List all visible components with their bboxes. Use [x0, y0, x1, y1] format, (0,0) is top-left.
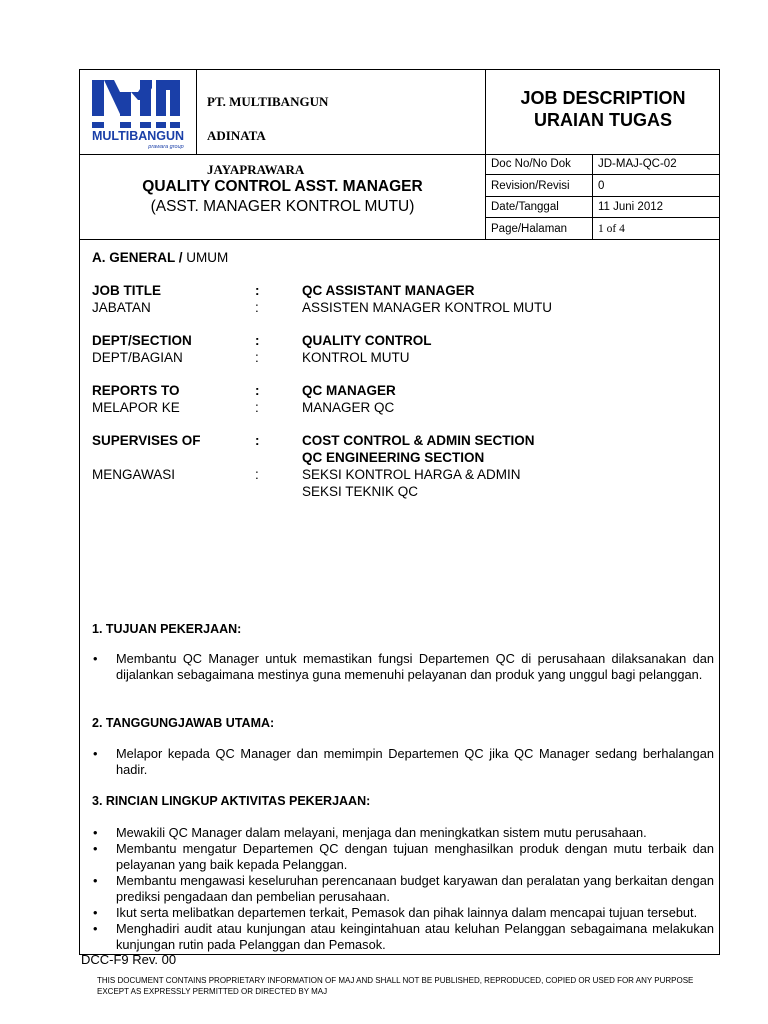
dept-value-en: QUALITY CONTROL	[302, 333, 432, 348]
company-name-cell	[196, 70, 486, 177]
doc-no-value: JD-MAJ-QC-02	[593, 154, 721, 175]
date-label: Date/Tanggal	[486, 196, 593, 218]
section-3-list	[92, 825, 714, 953]
position-title-id: (ASST. MANAGER KONTROL MUTU)	[150, 198, 415, 215]
colon: :	[255, 383, 260, 398]
supervises-label-id: MENGAWASI	[92, 467, 176, 482]
logo-subtext: prawara group	[148, 144, 184, 150]
list-item	[92, 873, 714, 905]
list-item-text: Melapor kepada QC Manager dan memimpin Departemen QC jika QC Manager sedang berhalangan hadir.	[116, 746, 714, 777]
general-heading-id: UMUM	[186, 250, 229, 265]
document-type-title	[486, 87, 720, 131]
bullet-icon: •	[93, 746, 98, 761]
colon: :	[255, 467, 259, 482]
colon: :	[255, 433, 260, 448]
document-info-table	[486, 154, 720, 240]
document-frame	[79, 69, 720, 955]
reports-label-en: REPORTS TO	[92, 383, 180, 398]
supervises-label-en: SUPERVISES OF	[92, 433, 201, 448]
bullet-icon: •	[93, 921, 98, 936]
revision-label: Revision/Revisi	[486, 175, 593, 197]
doc-type-id: URAIAN TUGAS	[534, 110, 672, 130]
list-item-text: Membantu mengawasi keseluruhan perencanaan budget karyawan dan peralatan yang berkaitan dengan prediksi pengadaan dan pembelian perusahaan.	[116, 873, 714, 904]
list-item-text: Membantu QC Manager untuk memastikan fungsi Departemen QC di perusahaan dilaksanakan dan dijalankan sebagaimana mestinya guna memenuhi pelayanan dan produk yang unggul bagi pelanggan.	[116, 651, 714, 682]
bullet-icon: •	[93, 873, 98, 888]
date-value: 11 Juni 2012	[593, 196, 721, 218]
list-item	[92, 746, 714, 778]
colon: :	[255, 283, 260, 298]
proprietary-disclaimer: THIS DOCUMENT CONTAINS PROPRIETARY INFORMATION OF MAJ AND SHALL NOT BE PUBLISHED, REPRODUCED, COPIED OR USED FOR ANY PURPOSE EXCEPT AS EXPRESSLY PERMITTED OR DIRECTED BY MAJ	[97, 976, 694, 996]
list-item	[92, 921, 714, 953]
general-heading	[92, 250, 228, 265]
job-title-label-en: JOB TITLE	[92, 283, 162, 298]
page-label: Page/Halaman	[486, 218, 593, 240]
bullet-icon: •	[93, 905, 98, 920]
company-line-3: JAYAPRAWARA	[207, 162, 305, 177]
section-2-list	[92, 746, 714, 778]
job-title-label-id: JABATAN	[92, 300, 151, 315]
section-1-list	[92, 651, 714, 683]
doc-info-row	[486, 196, 720, 218]
doc-type-en: JOB DESCRIPTION	[520, 88, 686, 108]
colon: :	[255, 400, 259, 415]
position-title	[80, 177, 485, 217]
position-title-en: QUALITY CONTROL ASST. MANAGER	[142, 178, 423, 195]
colon: :	[255, 333, 260, 348]
list-item	[92, 825, 714, 841]
position-title-cell	[80, 154, 486, 240]
company-line-2: ADINATA	[207, 128, 266, 143]
logo-icon	[80, 70, 196, 154]
list-item	[92, 905, 714, 921]
section-2-heading: 2. TANGGUNGJAWAB UTAMA:	[92, 716, 275, 730]
page-value: 1 of 4	[593, 218, 721, 240]
reports-value-en: QC MANAGER	[302, 383, 396, 398]
list-item-text: Membantu mengatur Departemen QC dengan tujuan menghasilkan produk dengan mutu terbaik dan pelayanan yang baik kepada Pelanggan.	[116, 841, 714, 872]
section-3-heading: 3. RINCIAN LINGKUP AKTIVITAS PEKERJAAN:	[92, 794, 371, 808]
doc-info-row	[486, 175, 720, 197]
supervises-field	[92, 432, 712, 500]
doc-info-row	[486, 218, 720, 240]
dept-label-en: DEPT/SECTION	[92, 333, 192, 348]
colon: :	[255, 350, 259, 365]
doc-info-row	[486, 154, 720, 175]
reports-to-field	[92, 382, 712, 416]
job-title-field	[92, 282, 712, 316]
logo-text: MULTIBANGUN	[91, 129, 185, 143]
dept-value-id: KONTROL MUTU	[302, 350, 410, 365]
job-title-value-en: QC ASSISTANT MANAGER	[302, 283, 475, 298]
company-logo	[80, 70, 196, 154]
dept-label-id: DEPT/BAGIAN	[92, 350, 183, 365]
colon: :	[255, 300, 259, 315]
bullet-icon: •	[93, 825, 98, 840]
form-revision: DCC-F9 Rev. 00	[81, 952, 177, 967]
supervises-value-en-2: QC ENGINEERING SECTION	[302, 450, 485, 465]
list-item-text: Ikut serta melibatkan departemen terkait, Pemasok dan pihak lainnya dalam mencapai tujuan tersebut.	[116, 905, 698, 920]
supervises-value-id-1: SEKSI KONTROL HARGA & ADMIN	[302, 467, 521, 482]
list-item-text: Menghadiri audit atau kunjungan atau keingintahuan atau keluhan Pelanggan sebagaimana melakukan kunjungan rutin pada Pelanggan dan Pemasok.	[116, 921, 714, 952]
supervises-value-id-2: SEKSI TEKNIK QC	[302, 484, 419, 499]
supervises-value-en-1: COST CONTROL & ADMIN SECTION	[302, 433, 535, 448]
general-heading-en: A. GENERAL /	[92, 250, 183, 265]
dept-section-field	[92, 332, 712, 366]
reports-value-id: MANAGER QC	[302, 400, 395, 415]
reports-label-id: MELAPOR KE	[92, 400, 180, 415]
company-line-1: PT. MULTIBANGUN	[207, 94, 329, 109]
bullet-icon: •	[93, 651, 98, 666]
revision-value: 0	[593, 175, 721, 197]
list-item	[92, 651, 714, 683]
job-title-value-id: ASSISTEN MANAGER KONTROL MUTU	[302, 300, 553, 315]
list-item	[92, 841, 714, 873]
bullet-icon: •	[93, 841, 98, 856]
doc-no-label: Doc No/No Dok	[486, 154, 593, 175]
list-item-text: Mewakili QC Manager dalam melayani, menjaga dan meningkatkan sistem mutu perusahaan.	[116, 825, 647, 840]
section-1-heading: 1. TUJUAN PEKERJAAN:	[92, 622, 242, 636]
